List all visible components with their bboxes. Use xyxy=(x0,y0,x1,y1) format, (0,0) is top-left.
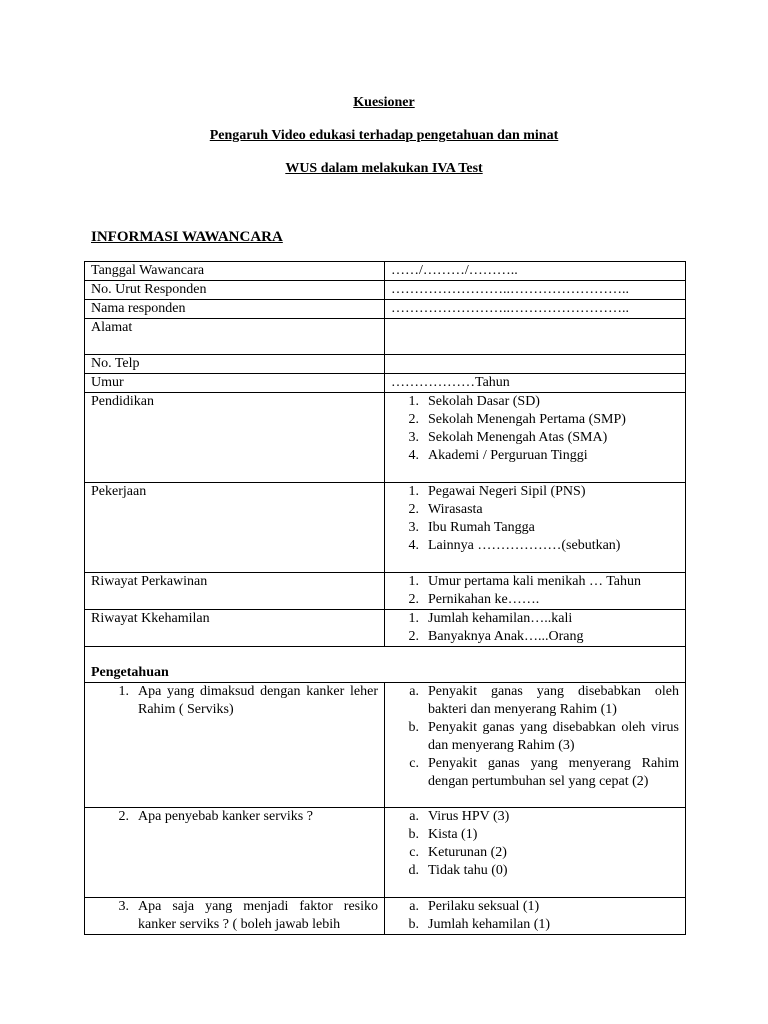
row-telp xyxy=(85,355,686,374)
answer-option[interactable]: c. Penyakit ganas yang menyerang Rahim dengan pertumbuhan sel yang cepat (2) xyxy=(409,756,679,789)
option-item[interactable]: 2. Wirasasta xyxy=(408,502,483,517)
doc-title: Kuesioner xyxy=(353,95,415,110)
doc-subtitle-2: WUS dalam melakukan IVA Test xyxy=(285,161,483,176)
row-pendidikan xyxy=(85,393,686,483)
field-alamat[interactable] xyxy=(385,319,686,355)
option-item[interactable]: 1. Pegawai Negeri Sipil (PNS) xyxy=(408,484,586,499)
question-2 xyxy=(85,808,385,898)
row-question-3 xyxy=(85,898,686,935)
row-urut xyxy=(85,281,686,300)
answers-3 xyxy=(385,898,686,935)
option-item[interactable]: 3. Sekolah Menengah Atas (SMA) xyxy=(408,430,608,445)
field-urut[interactable]: ……………………..…………………….. xyxy=(385,281,686,300)
label-umur: Umur xyxy=(85,374,385,393)
section-heading: INFORMASI WAWANCARA xyxy=(91,229,283,245)
answer-option[interactable]: a. Penyakit ganas yang disebabkan oleh bakteri dan menyerang Rahim (1) xyxy=(409,684,679,717)
row-perkawinan xyxy=(85,573,686,610)
question-text: Apa penyebab kanker serviks ? xyxy=(138,809,313,824)
option-item[interactable]: 2. Sekolah Menengah Pertama (SMP) xyxy=(408,412,626,427)
question-number: 3. xyxy=(118,899,129,914)
answer-option[interactable]: c. Keturunan (2) xyxy=(409,845,507,860)
question-text: Apa saja yang menjadi faktor resiko kanker serviks ? ( boleh jawab lebih xyxy=(138,899,378,932)
answer-option[interactable]: a. Virus HPV (3) xyxy=(409,809,510,824)
options-pekerjaan xyxy=(385,483,686,573)
label-pendidikan: Pendidikan xyxy=(85,393,385,483)
option-item[interactable]: 3. Ibu Rumah Tangga xyxy=(408,520,535,535)
option-item[interactable]: 2. Banyaknya Anak…...Orang xyxy=(408,629,584,644)
question-3 xyxy=(85,898,385,935)
label-alamat: Alamat xyxy=(85,319,385,355)
row-kehamilan xyxy=(85,610,686,647)
doc-subtitle-1: Pengaruh Video edukasi terhadap pengetahuan dan minat xyxy=(209,128,559,143)
question-1 xyxy=(85,683,385,808)
answer-option[interactable]: d. Tidak tahu (0) xyxy=(408,863,508,878)
label-tanggal: Tanggal Wawancara xyxy=(85,262,385,281)
option-item[interactable]: 2. Pernikahan ke……. xyxy=(408,592,540,607)
answer-option[interactable]: b. Jumlah kehamilan (1) xyxy=(408,917,551,932)
options-kehamilan xyxy=(385,610,686,647)
field-nama[interactable]: ……………………..…………………….. xyxy=(385,300,686,319)
option-item[interactable]: 1. Umur pertama kali menikah … Tahun xyxy=(408,574,641,589)
label-nama: Nama responden xyxy=(85,300,385,319)
option-item[interactable]: 4. Akademi / Perguruan Tinggi xyxy=(408,448,588,463)
label-perkawinan: Riwayat Perkawinan xyxy=(85,573,385,610)
field-tanggal[interactable]: ……/………/……….. xyxy=(385,262,686,281)
answer-option[interactable]: b. Kista (1) xyxy=(408,827,478,842)
row-umur xyxy=(85,374,686,393)
options-perkawinan xyxy=(385,573,686,610)
answers-1 xyxy=(385,683,686,808)
row-pekerjaan xyxy=(85,483,686,573)
option-item[interactable]: 4. Lainnya ………………(sebutkan) xyxy=(408,538,621,553)
options-pendidikan xyxy=(385,393,686,483)
option-item[interactable]: 1. Sekolah Dasar (SD) xyxy=(408,394,540,409)
question-number: 1. xyxy=(118,684,129,699)
question-number: 2. xyxy=(118,809,129,824)
row-nama xyxy=(85,300,686,319)
row-alamat xyxy=(85,319,686,355)
row-pengetahuan-heading xyxy=(85,647,686,683)
label-kehamilan: Riwayat Kkehamilan xyxy=(85,610,385,647)
answer-option[interactable]: b. Penyakit ganas yang disebabkan oleh virus dan menyerang Rahim (3) xyxy=(408,720,679,753)
row-question-2 xyxy=(85,808,686,898)
field-telp[interactable] xyxy=(385,355,686,374)
answer-option[interactable]: a. Perilaku seksual (1) xyxy=(409,899,540,914)
option-item[interactable]: 1. Jumlah kehamilan…..kali xyxy=(408,611,573,626)
pengetahuan-heading: Pengetahuan xyxy=(85,647,686,683)
row-question-1 xyxy=(85,683,686,808)
question-text: Apa yang dimaksud dengan kanker leher Rahim ( Serviks) xyxy=(138,684,378,717)
answers-2 xyxy=(385,808,686,898)
field-umur[interactable]: ………………Tahun xyxy=(385,374,686,393)
interview-table xyxy=(84,261,686,935)
label-pekerjaan: Pekerjaan xyxy=(85,483,385,573)
row-tanggal xyxy=(85,262,686,281)
label-urut: No. Urut Responden xyxy=(85,281,385,300)
label-telp: No. Telp xyxy=(85,355,385,374)
